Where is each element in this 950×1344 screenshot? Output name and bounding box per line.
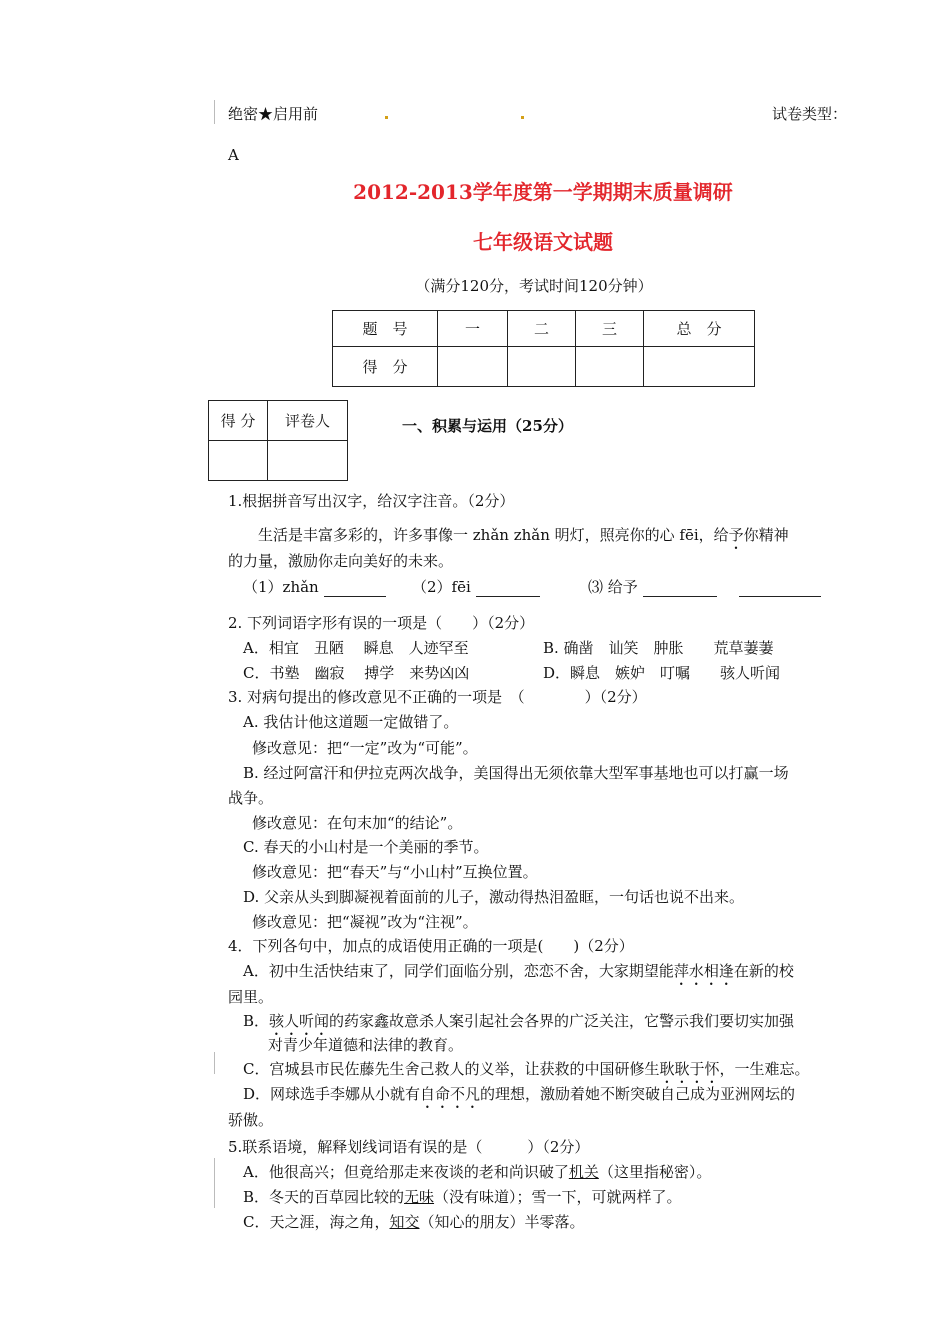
q3-option-b-cont: 战争。 bbox=[228, 789, 274, 807]
q2-stem: 2. 下列词语字形有误的一项是（ ）（2分） bbox=[228, 614, 535, 632]
q4-dotted-idiom: 骇人听闻 bbox=[269, 1012, 330, 1030]
q1-passage-text: 生活是丰富多彩的，许多事像一 zhǎn zhǎn 明灯，照亮你的心 fēi，给 bbox=[258, 526, 729, 544]
score-row-label: 得 分 bbox=[333, 347, 438, 387]
score-header: 总 分 bbox=[644, 311, 755, 347]
section-heading: 一、积累与运用（25分） bbox=[402, 417, 573, 435]
q4-text: ，一生难忘。 bbox=[719, 1060, 810, 1078]
q3-option-b-fix: 修改意见：在句末加“的结论”。 bbox=[252, 814, 463, 832]
q1-answer-blank-2[interactable] bbox=[476, 596, 540, 597]
q1-answer-blank-1[interactable] bbox=[324, 596, 386, 597]
grader-name-cell[interactable] bbox=[268, 441, 348, 481]
exam-title: 2012-2013学年度第一学期期末质量调研 bbox=[353, 180, 733, 204]
q1-passage-text: 你精神 bbox=[743, 526, 789, 544]
q5-text: B．冬天的百草园比较的 bbox=[243, 1188, 405, 1206]
score-header: 一 bbox=[438, 311, 508, 347]
score-header: 三 bbox=[576, 311, 644, 347]
q2-option-d: D．瞬息 嫉妒 叮嘱 骇人听闻 bbox=[543, 664, 781, 682]
q5-option-a bbox=[243, 1161, 711, 1182]
score-table bbox=[332, 310, 755, 387]
q5-text: C．天之涯，海之角， bbox=[243, 1213, 390, 1231]
grader-score-cell[interactable] bbox=[209, 441, 268, 481]
q3-option-c-fix: 修改意见：把“春天”与“小山村”互换位置。 bbox=[252, 863, 538, 881]
q5-text: （知心的朋友）半零落。 bbox=[419, 1213, 585, 1231]
q5-underlined-word: 机关 bbox=[568, 1163, 599, 1181]
q3-option-c: C. 春天的小山村是一个美丽的季节。 bbox=[243, 838, 489, 856]
q5-underlined-word: 无味 bbox=[404, 1188, 435, 1206]
q3-option-d: D. 父亲从头到脚凝视着面前的儿子，激动得热泪盈眶，一句话也说不出来。 bbox=[243, 888, 745, 906]
score-header: 题 号 bbox=[333, 311, 438, 347]
q4-dotted-idiom: 耿耿于怀 bbox=[659, 1060, 720, 1078]
q1-answer-label: （2）fēi bbox=[412, 578, 471, 596]
q3-option-b: B. 经过阿富汗和伊拉克两次战争，美国得出无须依靠大型军事基地也可以打赢一场 bbox=[243, 764, 789, 782]
q5-text: （没有味道）；雪一下，可就两样了。 bbox=[434, 1188, 682, 1206]
q5-text: （这里指秘密）。 bbox=[598, 1163, 712, 1181]
q1-dotted-char: 予 bbox=[728, 526, 744, 544]
q3-stem: 3. 对病句提出的修改意见不正确的一项是 （ ）（2分） bbox=[228, 688, 647, 706]
q4-text: A．初中生活快结束了，同学们面临分别，恋恋不舍，大家期望能 bbox=[243, 962, 674, 980]
q5-underlined-word: 知交 bbox=[389, 1213, 420, 1231]
q2-option-a: A．相宜 丑陋 瞬息 人迹罕至 bbox=[243, 639, 469, 657]
q4-option-a-cont: 园里。 bbox=[228, 988, 274, 1006]
q4-text: 在新的校 bbox=[733, 962, 794, 980]
q4-text: 的药家鑫故意杀人案引起社会各界的广泛关注，它警示我们要切实加强 bbox=[329, 1012, 795, 1030]
q4-option-a bbox=[243, 960, 794, 989]
q1-passage bbox=[258, 524, 789, 553]
grader-name-label: 评卷人 bbox=[268, 401, 348, 441]
q3-option-a: A. 我估计他这道题一定做错了。 bbox=[243, 713, 459, 731]
q5-option-c bbox=[243, 1211, 585, 1232]
q4-option-d bbox=[243, 1083, 795, 1112]
q4-text: 的理想，激励着她不断突破自己成为亚洲网坛的 bbox=[480, 1085, 796, 1103]
q1-passage-cont: 的力量，激励你走向美好的未来。 bbox=[228, 552, 454, 570]
stray-mark bbox=[385, 116, 388, 119]
q4-option-d-cont: 骄傲。 bbox=[228, 1111, 274, 1129]
score-cell[interactable] bbox=[644, 347, 755, 387]
q4-text: C．宫城县市民佐藤先生舍己救人的义举，让获救的中国研修生 bbox=[243, 1060, 660, 1078]
q1-answer-blank-4[interactable] bbox=[739, 596, 821, 597]
q1-answer-1 bbox=[243, 576, 386, 597]
paper-type-letter: A bbox=[228, 146, 239, 164]
score-cell[interactable] bbox=[508, 347, 576, 387]
exam-note: （满分120分，考试时间120分钟） bbox=[415, 277, 653, 295]
q5-option-b bbox=[243, 1186, 682, 1207]
exam-subtitle: 七年级语文试题 bbox=[473, 230, 613, 254]
q1-stem: 1.根据拼音写出汉字，给汉字注音。（2分） bbox=[228, 492, 515, 510]
q1-answer-3 bbox=[588, 576, 821, 597]
q2-option-b: B. 确凿 讪笑 肿胀 荒草萋萋 bbox=[543, 639, 774, 657]
margin-bar bbox=[214, 1052, 215, 1074]
margin-bar bbox=[214, 1158, 215, 1208]
paper-type-label: 试卷类型： bbox=[772, 105, 848, 123]
q4-text: B． bbox=[243, 1012, 270, 1030]
margin-bar bbox=[214, 100, 215, 124]
stray-mark bbox=[521, 116, 524, 119]
q1-answer-blank-3[interactable] bbox=[643, 596, 717, 597]
q4-option-b-cont: 对青少年道德和法律的教育。 bbox=[268, 1036, 464, 1054]
score-cell[interactable] bbox=[438, 347, 508, 387]
q4-dotted-idiom: 萍水相逢 bbox=[673, 962, 734, 980]
q1-answer-2 bbox=[412, 576, 540, 597]
grader-score-label: 得 分 bbox=[209, 401, 268, 441]
q2-option-c: C．书塾 幽寂 搏学 来势凶凶 bbox=[243, 664, 470, 682]
q4-text: D．网球选手李娜从小就有 bbox=[243, 1085, 421, 1103]
q5-text: A．他很高兴；但竟给那走来夜谈的老和尚识破了 bbox=[243, 1163, 569, 1181]
score-header: 二 bbox=[508, 311, 576, 347]
q4-dotted-idiom: 自命不凡 bbox=[420, 1085, 481, 1103]
q1-answer-label: （1）zhǎn bbox=[243, 578, 319, 596]
q3-option-a-fix: 修改意见：把“一定”改为“可能”。 bbox=[252, 739, 478, 757]
q1-answer-label: ⑶ 给予 bbox=[588, 578, 638, 596]
q4-stem: 4．下列各句中，加点的成语使用正确的一项是( )（2分） bbox=[228, 937, 634, 955]
q5-stem: 5.联系语境，解释划线词语有误的是（ ）（2分） bbox=[228, 1138, 590, 1156]
score-cell[interactable] bbox=[576, 347, 644, 387]
grader-table bbox=[208, 400, 348, 481]
secret-label: 绝密★启用前 bbox=[228, 105, 319, 123]
q3-option-d-fix: 修改意见：把“凝视”改为“注视”。 bbox=[252, 913, 478, 931]
